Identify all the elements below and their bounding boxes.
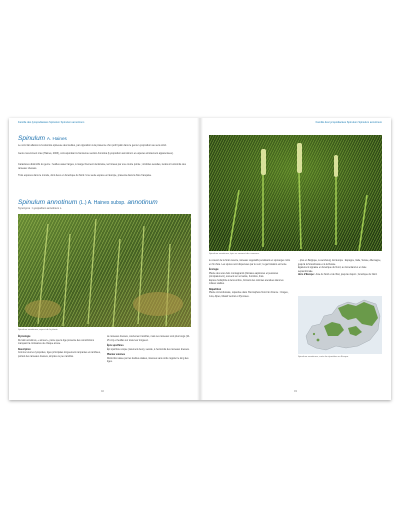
text-column-1 <box>18 336 101 359</box>
genus-paragraph: Caractères distinctifs du genre : feuilles assez larges, à marge finement denticulée, terminées par une courte pointe ; strobiles sessiles, isolés à l'extrémité des rameaux dressés. <box>18 163 186 170</box>
genus-heading <box>18 135 67 142</box>
similar-text: Distinction aisée par les feuilles étalées, insérées sans ordre régulier le long des tiges. <box>107 357 189 364</box>
clubmoss-spikes-illustration <box>209 135 382 251</box>
synonym-line: Synonyme : Lycopodium annotinum L. <box>18 207 63 210</box>
running-head: Famille des lycopodiacées Spinulum Spinulum annotinum <box>18 121 85 124</box>
genus-paragraph: Genre récemment créé (Haines, 2003), correspondant à l'ancienne section Annotina (Lycopodium annotinum et espèces étroitement apparentées). <box>18 152 174 155</box>
text-column-1 <box>209 260 291 299</box>
left-page <box>9 118 200 400</box>
book-spread <box>9 118 391 400</box>
column-text: de rameaux dressés, courtement ramifiés, mais ces rameaux sont plus longs (10-25 cm) et feuillés sur toute leur longueur. <box>107 336 190 342</box>
plant-photo <box>209 135 382 251</box>
plant-photo <box>18 214 191 327</box>
genus-author: A. Haines <box>46 136 67 141</box>
distribution-heading: Répartition <box>209 288 222 291</box>
right-page <box>200 118 391 400</box>
book-gutter <box>197 118 203 400</box>
description-text: Comme tous les lycopodes, tiges principales longuement rampantes et ramifiées, portant des rameaux dressés, simples ou peu ramifiés. <box>18 352 101 358</box>
genus-name: Spinulum <box>18 135 46 142</box>
description-heading: Description <box>18 348 31 351</box>
genus-paragraph: Le nom fait allusion à l'extrémité épineuse des feuilles, par opposition à la présence d'un poil hyalin dans le genre Lycopodium au sens strict. <box>18 144 167 147</box>
text-column-2 <box>107 336 191 365</box>
column-text: ...plus en Belgique, Luxembourg. En Europe : Espagne, Italie, Suisse, Allemagne, jusqu'à la Scandinavie et à la Russie. <box>298 260 381 266</box>
species-author: (L.) A. Haines subsp. <box>79 200 126 206</box>
text-column-2 <box>298 260 382 278</box>
similar-heading: Plantes voisines <box>107 354 126 357</box>
etymology-text: Du latin annotinus, « annuel », parce que la tige présente des constrictions marquant la croissance de chaque année. <box>18 339 94 346</box>
outside-europe-text: Asie du Nord et de l'Est, jusqu'au Japon ; Amérique du Nord. <box>315 274 378 277</box>
etymology-heading: Étymologie <box>18 336 31 338</box>
page-number: 92 <box>101 390 104 393</box>
photo-caption: Spinulum annotinum, aspect de la plante. <box>18 329 59 331</box>
distribution-map <box>298 296 382 354</box>
spores-text: Épi sporifère unique (rarement deux), sessile, à l'extrémité des rameaux dressés. <box>107 348 190 351</box>
species-subsp: annotinum <box>127 199 158 206</box>
distribution-text: Plante circumboréale, répandue dans l'hémisphère Nord. En France : Vosges, Jura, Alpes, Massif central et Pyrénées. <box>209 292 289 298</box>
column-text: Également signalée en Amérique du Nord, au Groenland et en Asie septentrionale. <box>298 267 367 273</box>
column-text: le couvert de la forêt ouverte, rameaux végétatifs persistants et sporanges mûrs en fin d'été. Les spores sont dispersées par le vent ; la germination est lente. <box>209 260 291 266</box>
species-heading <box>18 199 158 206</box>
ecology-heading: Écologie <box>209 269 219 272</box>
genus-paragraph: Trois espèces dans le monde, dont deux en Amérique du Nord. Une seule espèce en Europe, présente dans la flore française. <box>18 174 152 177</box>
spores-heading: Épis sporifères <box>107 345 124 348</box>
outside-europe-label: Hors d'Europe : <box>298 274 316 277</box>
running-head: Famille des lycopodiacées Spinulum Spinulum annotinum <box>315 121 382 124</box>
species-name: Spinulum annotinum <box>18 199 78 206</box>
map-caption: Spinulum annotinum, carte de répartition en Europe. <box>298 356 349 358</box>
photo-caption: Spinulum annotinum, épis au sommet des rameaux. <box>209 253 260 255</box>
ecology-text: Espèce héliophile à demi-ombre, formant des colonies étendues dans les milieux stables. <box>209 279 284 286</box>
clubmoss-photo-illustration <box>18 214 191 327</box>
page-number: 93 <box>294 390 297 393</box>
europe-map-illustration <box>298 296 382 354</box>
ecology-text: Plante des sous-bois montagnards (hêtraies-sapinières et pessières principalement), souvent sur sol acide, humifère, frais. <box>209 272 279 279</box>
